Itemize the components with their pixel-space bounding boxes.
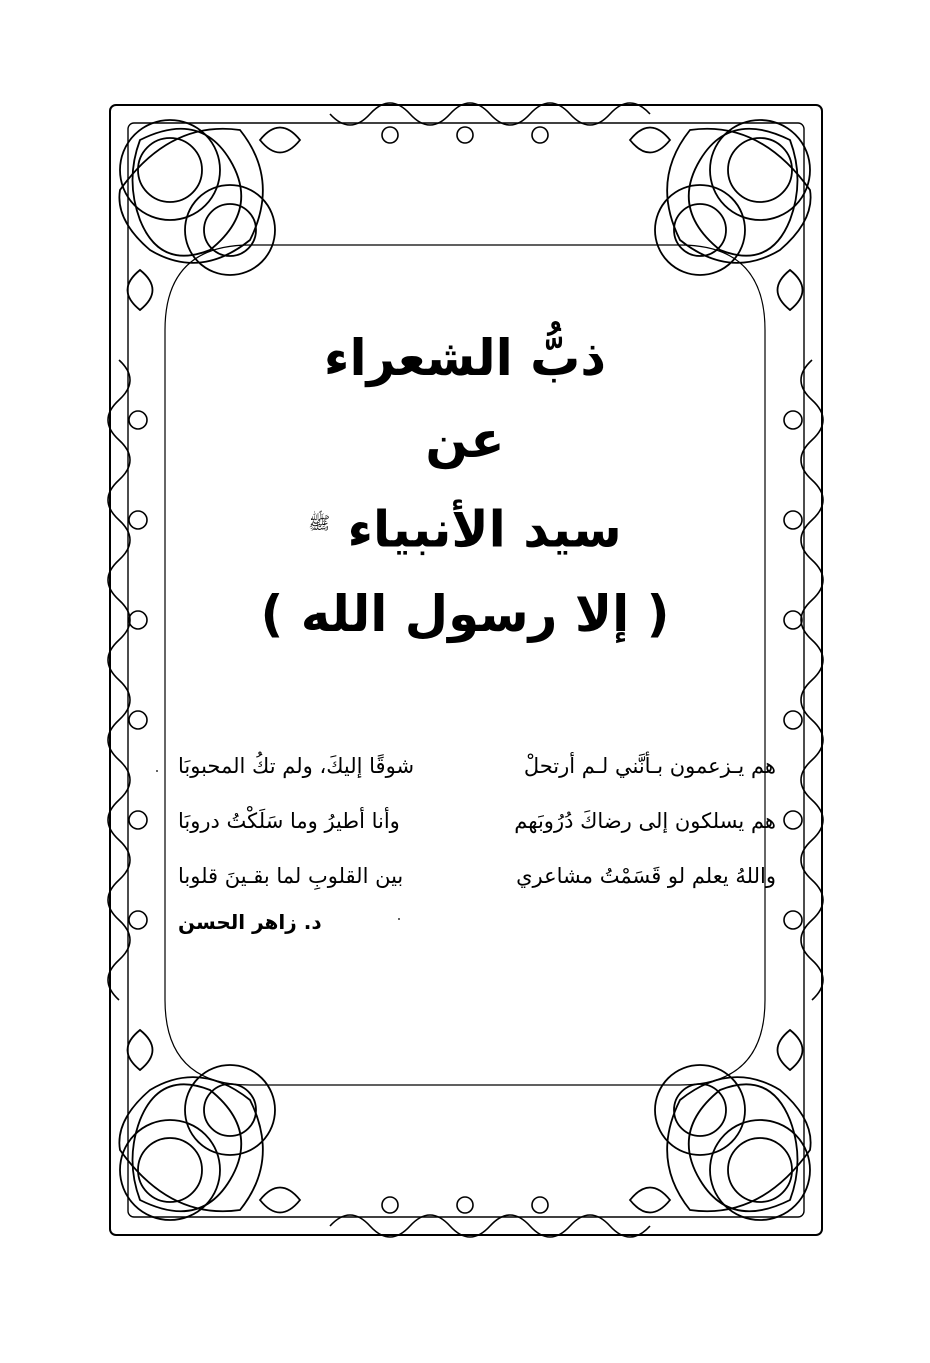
title-line-2: عن: [425, 411, 505, 469]
verse-1-second-hemistich: شوقًا إليكَ، ولم تكُ المحبوبَا: [178, 753, 415, 778]
verse-2: [178, 793, 776, 848]
scan-speck: [156, 770, 158, 772]
verse-2-first-hemistich: هم يسلكون إلى رضاكَ دُرُوبَهم: [514, 808, 776, 833]
scan-speck: [398, 918, 400, 920]
verse-1: [178, 738, 776, 793]
title-line-4: ( إلا رسول الله ): [260, 584, 670, 643]
corner-ornament-bottom-right: [630, 1030, 811, 1220]
corner-ornament-top-right: [630, 120, 811, 310]
title-line-3-text: سيد الأنبياء: [347, 500, 622, 559]
title-line-1: ذبُّ الشعراء: [323, 329, 607, 387]
verse-3-first-hemistich: واللهُ يعلم لو قَسَمْتُ مشاعري: [516, 863, 776, 888]
corner-ornament-top-left: [119, 120, 300, 310]
verse-3-second-hemistich: بين القلوبِ لما بقـينَ قلوبا: [178, 863, 404, 888]
poem-author: د. زاهر الحسن: [178, 910, 322, 934]
verse-3: [178, 848, 776, 903]
verse-1-first-hemistich: هم يـزعمون بـأنَّني لـم أرتحلْ: [523, 753, 776, 778]
honorific-glyph: ﷺ: [308, 513, 331, 534]
title-block: [200, 318, 730, 656]
poem: [178, 738, 776, 903]
corner-ornament-bottom-left: [119, 1030, 300, 1220]
title-line-3: [200, 482, 730, 572]
verse-2-second-hemistich: وأنا أطيرُ وما سَلَكْتُ دروبَا: [178, 808, 400, 833]
